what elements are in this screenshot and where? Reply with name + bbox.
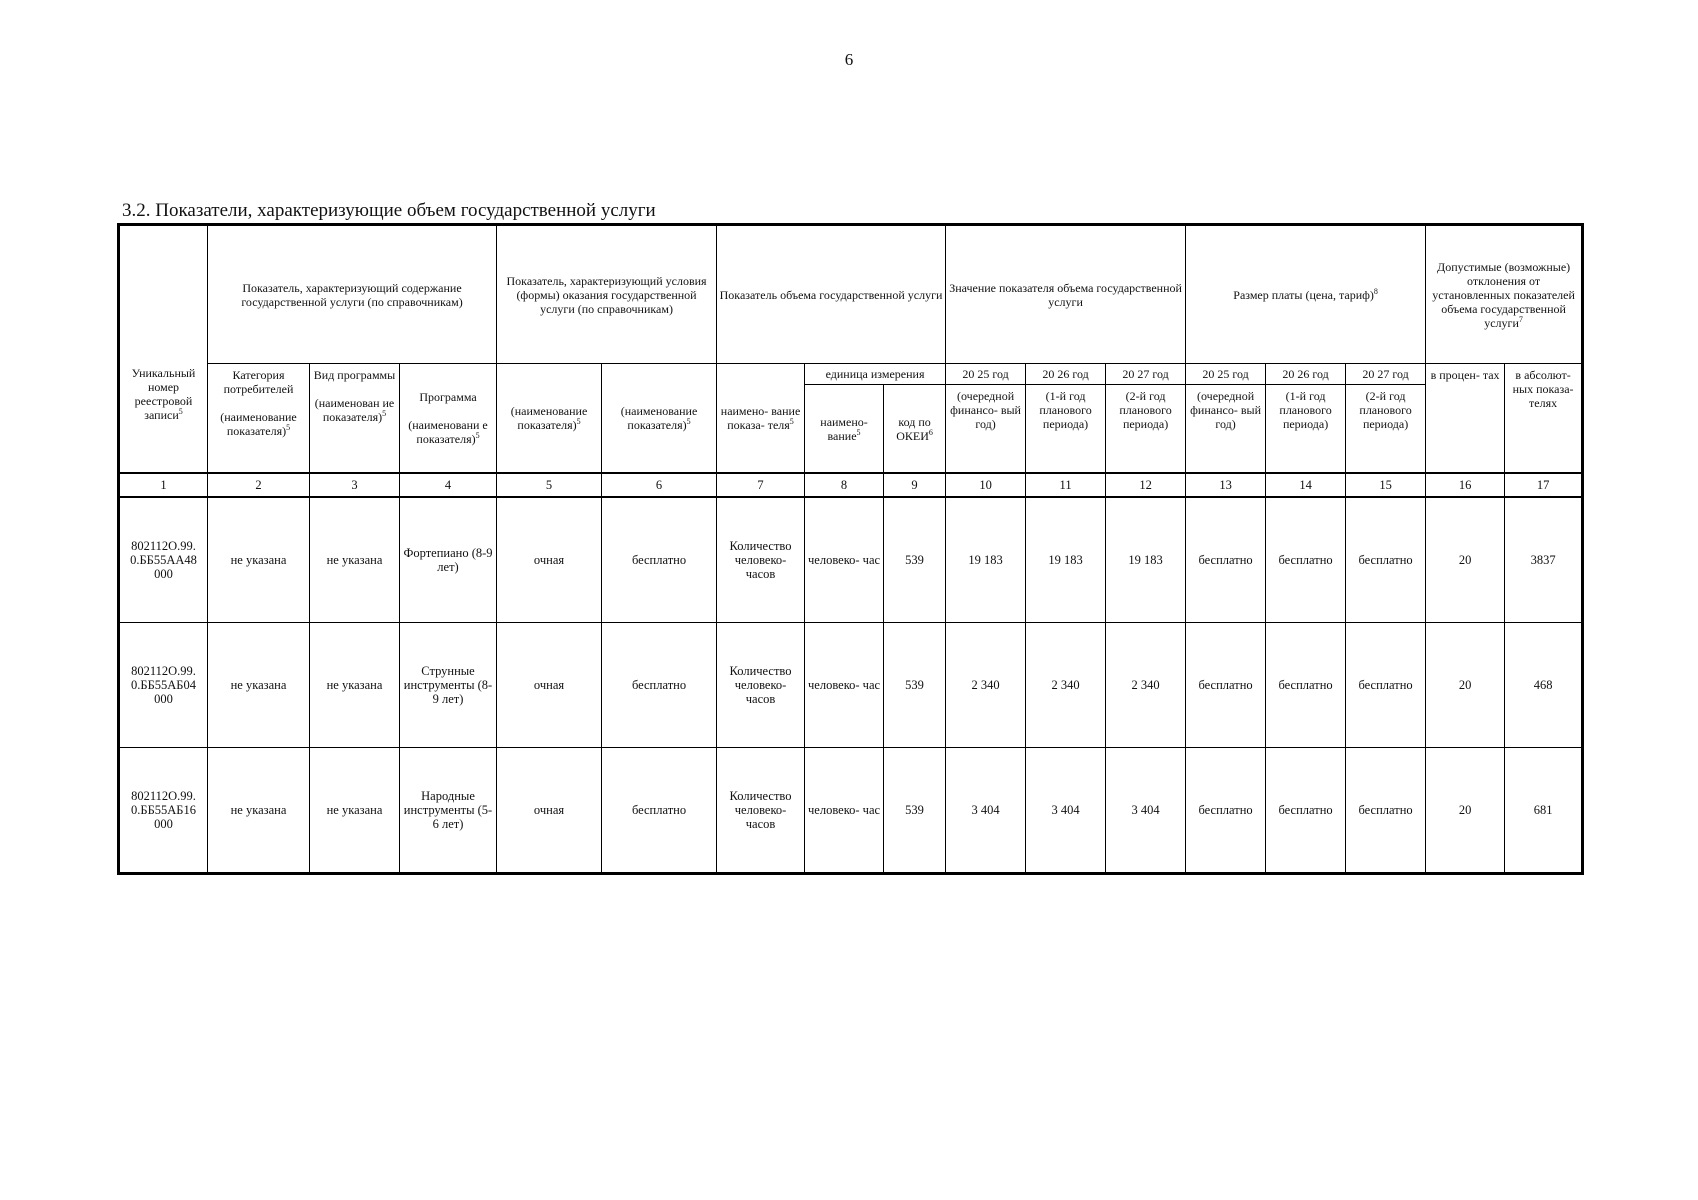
header-consumer-category: Категория потребителей (наименование показателя)$^5$ <box>208 364 310 474</box>
header-year-2025-desc: (очередной финансо- вый год) <box>946 385 1026 474</box>
header-year-2026-desc: (1-й год планового периода) <box>1026 385 1106 474</box>
cell-registry: 802112О.99. 0.ББ55АА48 000 <box>120 497 208 623</box>
cell-okei: 539 <box>884 748 946 873</box>
cell-deviation-percent: 20 <box>1426 497 1505 623</box>
cell-indicator: Количество человеко- часов <box>717 623 805 748</box>
cell-unit: человеко- час <box>805 748 884 873</box>
header-deviation-absolute: в абсолют- ных показа- телях <box>1505 364 1582 474</box>
column-number: 2 <box>208 473 310 497</box>
cell-fee-2027: бесплатно <box>1346 623 1426 748</box>
header-unit-group: единица измерения <box>805 364 946 385</box>
header-unit-name: наимено- вание$^5$ <box>805 385 884 474</box>
header-indicator-name: наимено- вание показа- теля$^5$ <box>717 364 805 474</box>
header-row-groups <box>120 226 1582 364</box>
header-program: Программа (наименовани е показателя)$^5$ <box>400 364 497 474</box>
cell-unit: человеко- час <box>805 497 884 623</box>
column-number: 6 <box>602 473 717 497</box>
header-okei-code: код по ОКЕИ$^6$ <box>884 385 946 474</box>
header-fee-year-2026: 20 26 год <box>1266 364 1346 385</box>
column-number: 9 <box>884 473 946 497</box>
cell-form: очная <box>497 497 602 623</box>
cell-condition: бесплатно <box>602 748 717 873</box>
cell-value-2027: 2 340 <box>1106 623 1186 748</box>
cell-condition: бесплатно <box>602 623 717 748</box>
column-number: 10 <box>946 473 1026 497</box>
column-number: 4 <box>400 473 497 497</box>
cell-value-2027: 19 183 <box>1106 497 1186 623</box>
cell-deviation-absolute: 3837 <box>1505 497 1582 623</box>
column-number: 13 <box>1186 473 1266 497</box>
cell-okei: 539 <box>884 623 946 748</box>
cell-program-type: не указана <box>310 748 400 873</box>
cell-value-2026: 3 404 <box>1026 748 1106 873</box>
column-number: 17 <box>1505 473 1582 497</box>
section-title: 3.2. Показатели, характеризующие объем государственной услуги <box>122 200 656 221</box>
header-fee-year-2025: 20 25 год <box>1186 364 1266 385</box>
cell-form: очная <box>497 623 602 748</box>
cell-program: Народные инструменты (5-6 лет) <box>400 748 497 873</box>
page-number: 6 <box>844 50 854 69</box>
cell-fee-2025: бесплатно <box>1186 497 1266 623</box>
cell-category: не указана <box>208 497 310 623</box>
cell-value-2026: 19 183 <box>1026 497 1106 623</box>
volume-indicators-table <box>119 225 1582 873</box>
cell-indicator: Количество человеко- часов <box>717 497 805 623</box>
header-year-2025: 20 25 год <box>946 364 1026 385</box>
header-program-type: Вид программы (наименован ие показателя)$^5$ <box>310 364 400 474</box>
cell-fee-2026: бесплатно <box>1266 497 1346 623</box>
header-volume-indicator-group: Показатель объема государственной услуги <box>717 226 946 364</box>
cell-value-2025: 3 404 <box>946 748 1026 873</box>
header-year-2026: 20 26 год <box>1026 364 1106 385</box>
table-row <box>120 623 1582 748</box>
cell-condition: бесплатно <box>602 497 717 623</box>
cell-category: не указана <box>208 748 310 873</box>
cell-program-type: не указана <box>310 497 400 623</box>
cell-value-2025: 19 183 <box>946 497 1026 623</box>
header-year-2027-desc: (2-й год планового периода) <box>1106 385 1186 474</box>
cell-program: Фортепиано (8-9 лет) <box>400 497 497 623</box>
header-content-group: Показатель, характеризующий содержание государственной услуги (по справочникам) <box>208 226 497 364</box>
cell-value-2025: 2 340 <box>946 623 1026 748</box>
cell-value-2027: 3 404 <box>1106 748 1186 873</box>
header-fee-year-2025-desc: (очередной финансо- вый год) <box>1186 385 1266 474</box>
header-conditions-group: Показатель, характеризующий условия (формы) оказания государственной услуги (по справочникам) <box>497 226 717 364</box>
header-fee-group: Размер платы (цена, тариф)$^8$ <box>1186 226 1426 364</box>
column-number: 1 <box>120 473 208 497</box>
cell-fee-2025: бесплатно <box>1186 748 1266 873</box>
table-row <box>120 748 1582 873</box>
column-number: 12 <box>1106 473 1186 497</box>
column-number: 8 <box>805 473 884 497</box>
cell-okei: 539 <box>884 497 946 623</box>
cell-deviation-absolute: 468 <box>1505 623 1582 748</box>
column-number: 3 <box>310 473 400 497</box>
cell-deviation-absolute: 681 <box>1505 748 1582 873</box>
header-form-indicator: (наименование показателя)$^5$ <box>497 364 602 474</box>
header-fee-year-2026-desc: (1-й год планового периода) <box>1266 385 1346 474</box>
cell-program: Струнные инструменты (8-9 лет) <box>400 623 497 748</box>
column-number: 15 <box>1346 473 1426 497</box>
header-deviation-percent: в процен- тах <box>1426 364 1505 474</box>
cell-value-2026: 2 340 <box>1026 623 1106 748</box>
header-registry-number: Уникальный номер реестровой записи$^5$ <box>120 226 208 474</box>
header-condition-indicator: (наименование показателя)$^5$ <box>602 364 717 474</box>
cell-fee-2027: бесплатно <box>1346 497 1426 623</box>
cell-fee-2027: бесплатно <box>1346 748 1426 873</box>
header-year-2027: 20 27 год <box>1106 364 1186 385</box>
cell-registry: 802112О.99. 0.ББ55АБ04 000 <box>120 623 208 748</box>
cell-program-type: не указана <box>310 623 400 748</box>
cell-fee-2025: бесплатно <box>1186 623 1266 748</box>
header-fee-year-2027-desc: (2-й год планового периода) <box>1346 385 1426 474</box>
table-row <box>120 497 1582 623</box>
column-number: 11 <box>1026 473 1106 497</box>
header-deviation-group: Допустимые (возможные) отклонения от установленных показателей объема государственной услуги$^7$ <box>1426 226 1582 364</box>
column-numbers-row <box>120 473 1582 497</box>
cell-deviation-percent: 20 <box>1426 748 1505 873</box>
cell-unit: человеко- час <box>805 623 884 748</box>
cell-fee-2026: бесплатно <box>1266 748 1346 873</box>
cell-deviation-percent: 20 <box>1426 623 1505 748</box>
column-number: 14 <box>1266 473 1346 497</box>
column-number: 7 <box>717 473 805 497</box>
header-volume-value-group: Значение показателя объема государственной услуги <box>946 226 1186 364</box>
cell-fee-2026: бесплатно <box>1266 623 1346 748</box>
column-number: 5 <box>497 473 602 497</box>
cell-category: не указана <box>208 623 310 748</box>
column-number: 16 <box>1426 473 1505 497</box>
header-fee-year-2027: 20 27 год <box>1346 364 1426 385</box>
cell-form: очная <box>497 748 602 873</box>
cell-registry: 802112О.99. 0.ББ55АБ16 000 <box>120 748 208 873</box>
cell-indicator: Количество человеко- часов <box>717 748 805 873</box>
header-row-sub <box>120 364 1582 385</box>
